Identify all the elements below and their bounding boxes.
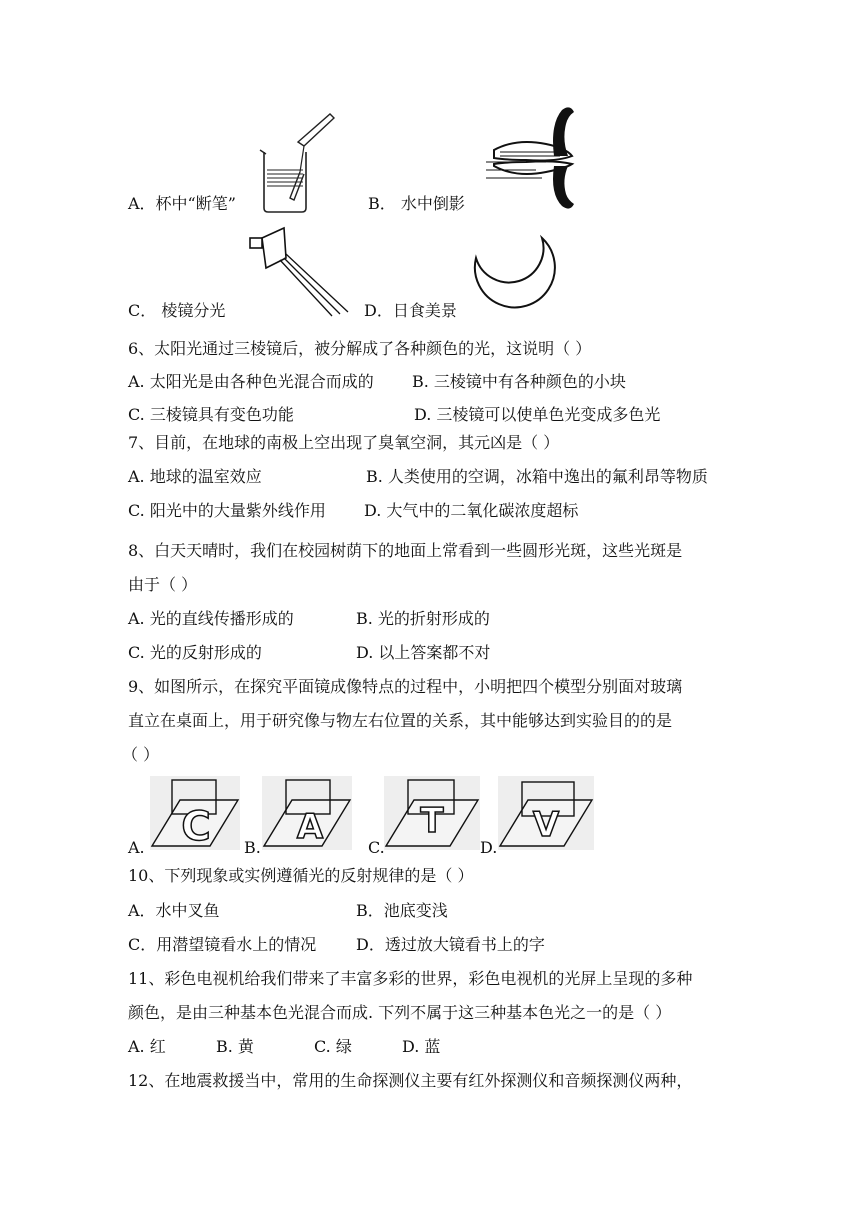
- question-6-stem: 6、太阳光通过三棱镜后，被分解成了各种颜色的光，这说明（ ）: [128, 339, 592, 358]
- q8-option-d: D. 以上答案都不对: [356, 643, 491, 662]
- question-12-stem: 12、在地震救援当中，常用的生命探测仪主要有红外探测仪和音频探测仪两种，: [128, 1071, 693, 1090]
- question-8-stem-line2: 由于（ ）: [128, 575, 198, 594]
- q11-option-d: D. 蓝: [402, 1037, 441, 1056]
- figure-c-caption: C． 棱镜分光: [128, 301, 226, 320]
- q7-option-b: B. 人类使用的空调，冰箱中逸出的氟利昂等物质: [366, 467, 708, 486]
- duck-reflection-figure: [486, 104, 582, 214]
- q11-option-b: B. 黄: [216, 1037, 254, 1056]
- figure-a-caption: A．杯中“断笔”: [128, 194, 236, 213]
- model-c-label: C.: [368, 838, 385, 857]
- q7-option-a: A. 地球的温室效应: [128, 467, 262, 486]
- q10-option-b: B．池底变浅: [356, 901, 448, 920]
- model-b-label: B.: [244, 838, 261, 857]
- question-9-stem-line2: 直立在桌面上，用于研究像与物左右位置的关系，其中能够达到实验目的的是: [128, 711, 673, 730]
- question-7-stem: 7、目前，在地球的南极上空出现了臭氧空洞，其元凶是（ ）: [128, 433, 560, 452]
- question-11-stem-line1: 11、彩色电视机给我们带来了丰富多彩的世界，彩色电视机的光屏上呈现的多种: [128, 969, 693, 988]
- model-a-letter: A: [296, 807, 324, 847]
- model-c-letter: C: [181, 804, 211, 850]
- question-10-stem: 10、下列现象或实例遵循光的反射规律的是（ ）: [128, 866, 474, 885]
- q11-option-a: A. 红: [128, 1037, 166, 1056]
- q11-option-c: C. 绿: [314, 1037, 352, 1056]
- beaker-pencil-figure: [258, 112, 338, 214]
- q7-option-d: D. 大气中的二氧化碳浓度超标: [364, 501, 579, 520]
- prism-figure: [244, 224, 354, 318]
- model-d-label: D.: [480, 838, 498, 857]
- model-c-figure: [150, 776, 240, 850]
- q6-option-c: C. 三棱镜具有变色功能: [128, 405, 294, 424]
- q6-option-a: A. 太阳光是由各种色光混合而成的: [128, 372, 374, 391]
- q6-option-d: D. 三棱镜可以使单色光变成多色光: [414, 405, 661, 424]
- figure-b-caption: B． 水中倒影: [368, 194, 465, 213]
- q8-option-a: A. 光的直线传播形成的: [128, 609, 294, 628]
- question-9-stem-line1: 9、如图所示，在探究平面镜成像特点的过程中，小明把四个模型分别面对玻璃: [128, 677, 683, 696]
- question-8-stem-line1: 8、白天天晴时，我们在校园树荫下的地面上常看到一些圆形光斑，这些光斑是: [128, 541, 683, 560]
- figure-d-caption: D．日食美景: [364, 301, 457, 320]
- question-11-stem-line2: 颜色，是由三种基本色光混合而成. 下列不属于这三种基本色光之一的是（ ）: [128, 1003, 672, 1022]
- q7-option-c: C. 阳光中的大量紫外线作用: [128, 501, 326, 520]
- q10-option-a: A．水中叉鱼: [128, 901, 220, 920]
- question-9-stem-line3: （ ）: [122, 745, 160, 764]
- q6-option-b: B. 三棱镜中有各种颜色的小块: [412, 372, 626, 391]
- q10-option-c: C．用潜望镜看水上的情况: [128, 935, 317, 954]
- q8-option-c: C. 光的反射形成的: [128, 643, 262, 662]
- model-a-label: A.: [128, 838, 145, 857]
- eclipse-figure: [468, 232, 558, 322]
- q8-option-b: B. 光的折射形成的: [356, 609, 490, 628]
- model-a-figure: [262, 776, 352, 850]
- model-t-figure: [384, 776, 480, 850]
- q10-option-d: D．透过放大镜看书上的字: [356, 935, 545, 954]
- model-v-letter: V: [532, 805, 560, 845]
- model-t-letter: T: [420, 801, 444, 841]
- model-v-figure: [498, 776, 594, 850]
